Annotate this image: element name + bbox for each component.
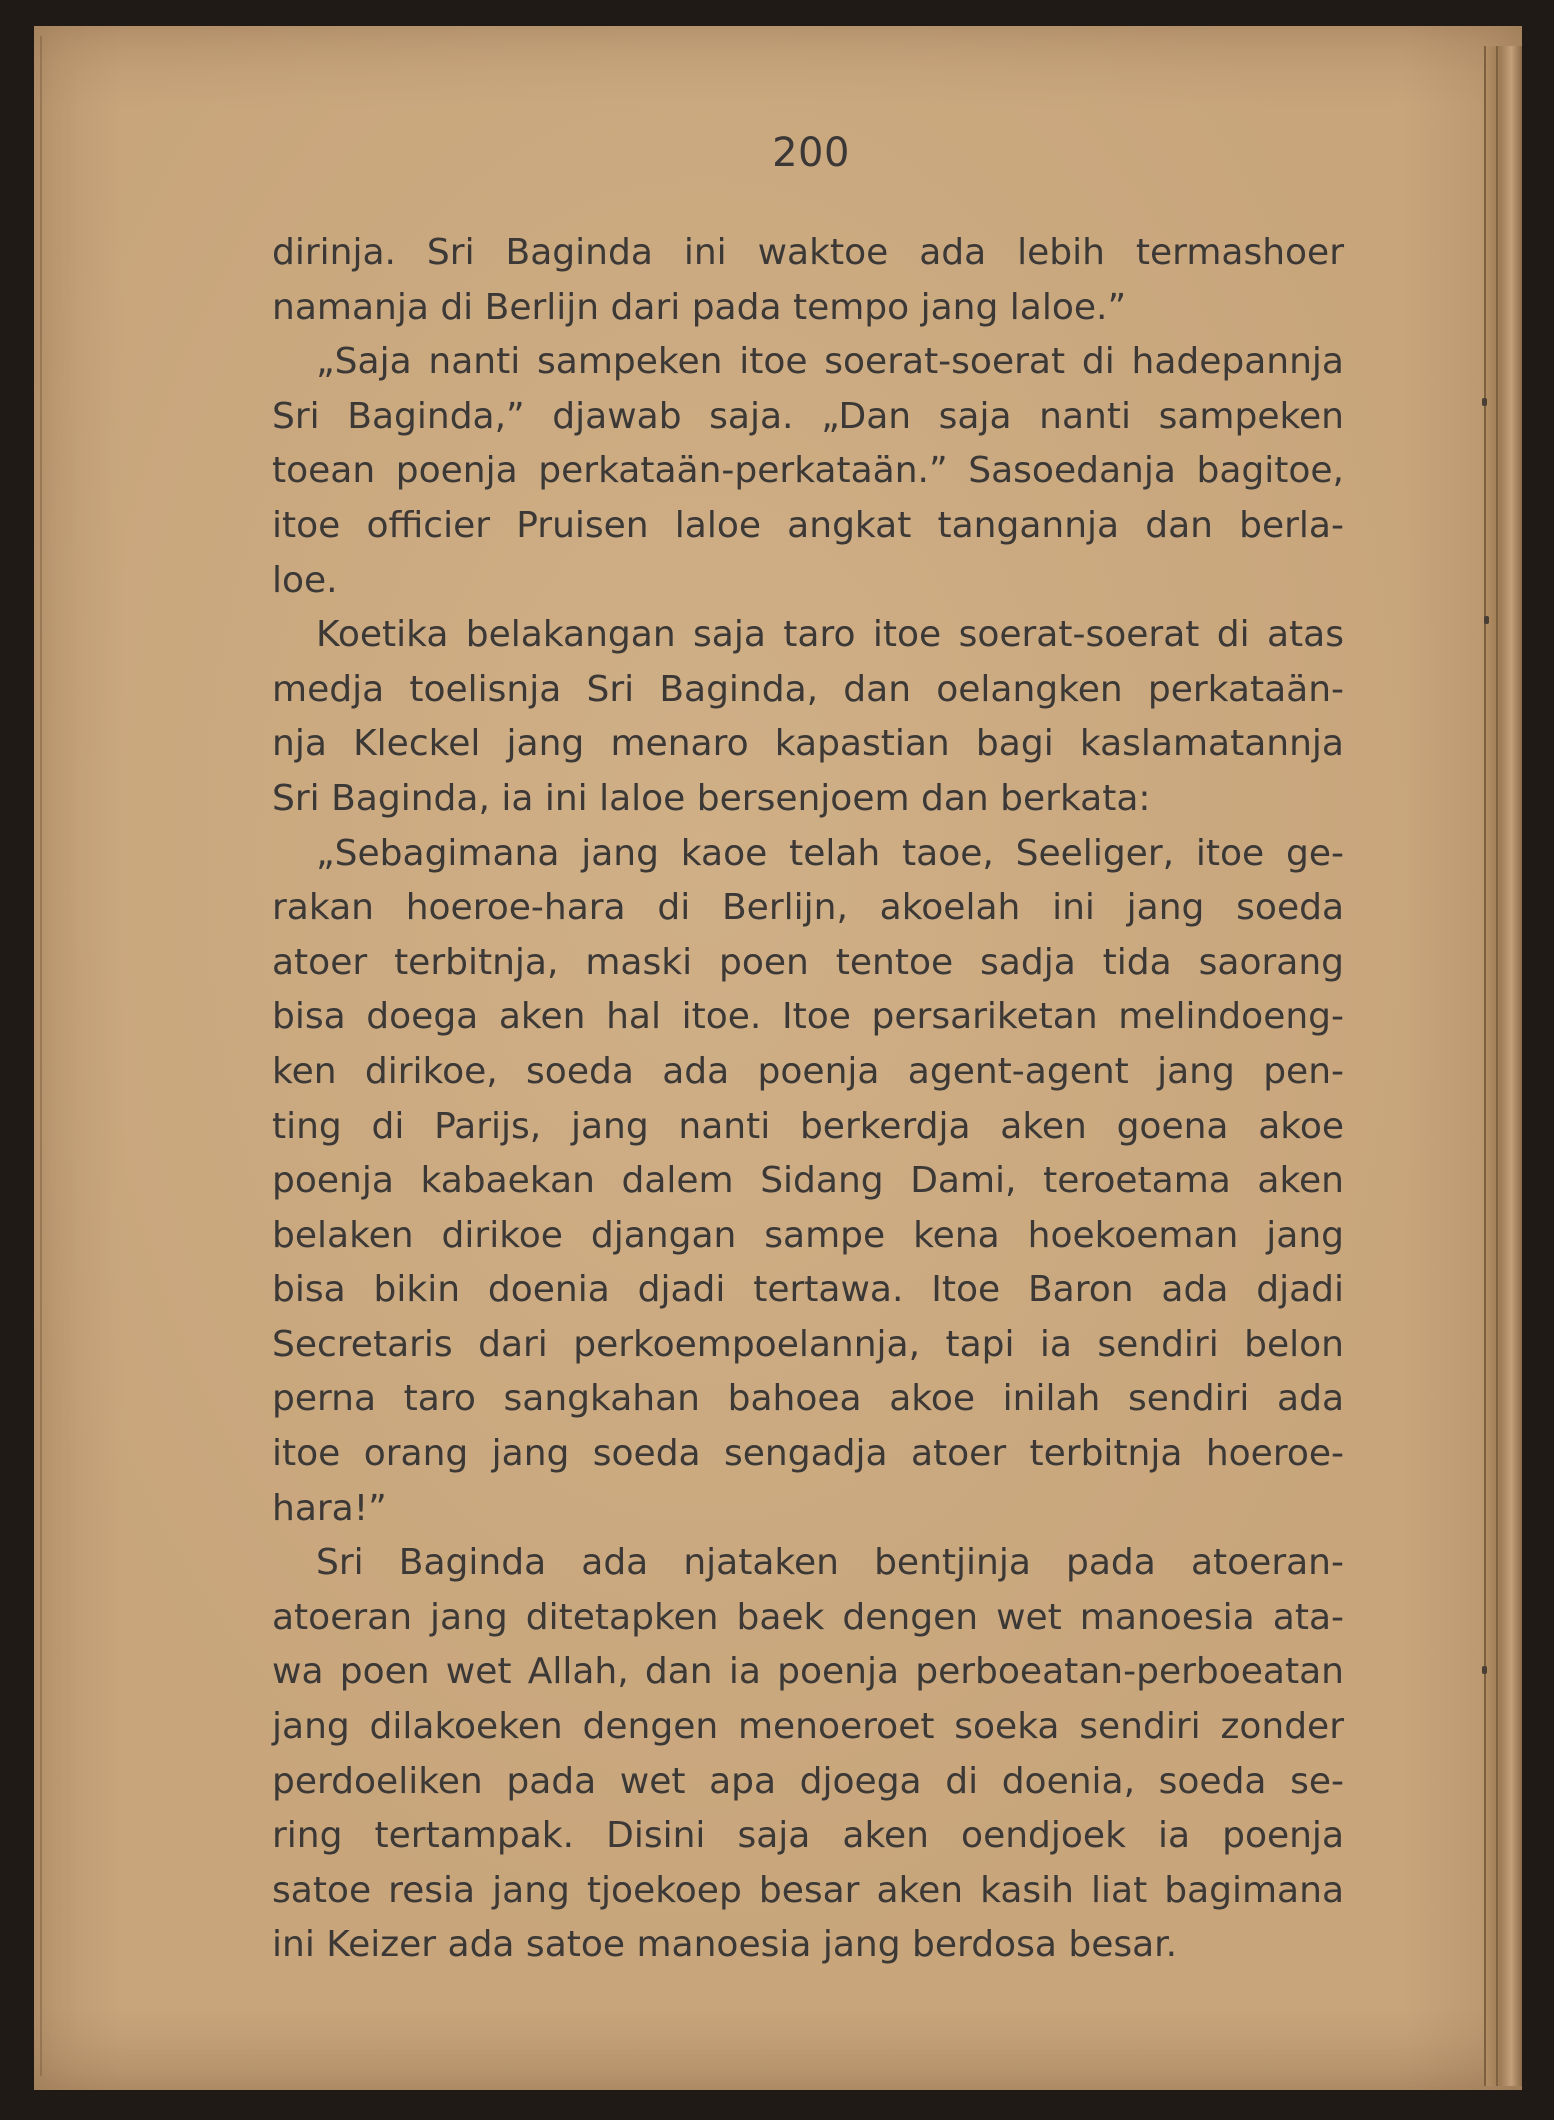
text-line: atoeran jang ditetapken baek dengen wet manoesia ata-	[272, 1596, 1344, 1638]
text-line: dirinja. Sri Baginda ini waktoe ada lebih termashoer	[272, 232, 1344, 273]
text-line: itoe officier Pruisen laloe angkat tangannja dan berla-	[272, 504, 1344, 546]
text-line: medja toelisnja Sri Baginda, dan oelangken perkataän-	[272, 668, 1344, 710]
text-line: perdoeliken pada wet apa djoega di doenia, soeda se-	[272, 1760, 1344, 1802]
body-text	[272, 226, 1344, 1973]
text-line: Sri Baginda,” djawab saja. „Dan saja nanti sampeken	[272, 395, 1344, 437]
text-line: ini Keizer ada satoe manoesia jang berdosa besar.	[272, 1924, 1178, 1966]
text-line: hara!”	[272, 1487, 387, 1529]
text-line: toean poenja perkataän-perkataän.” Sasoedanja bagitoe,	[272, 450, 1344, 492]
page-right-edge	[1484, 46, 1522, 2086]
text-line: loe.	[272, 559, 338, 601]
text-line: ring tertampak. Disini saja aken oendjoek ia poenja	[272, 1815, 1344, 1857]
text-line: itoe orang jang soeda sengadja atoer terbitnja hoeroe-	[272, 1433, 1344, 1475]
text-line: rakan hoeroe-hara di Berlijn, akoelah ini jang soeda	[272, 887, 1344, 929]
speck-mark	[1484, 616, 1489, 624]
text-line: ken dirikoe, soeda ada poenja agent-agent jang pen-	[272, 1050, 1344, 1092]
text-line: bisa bikin doenia djadi tertawa. Itoe Baron ada djadi	[272, 1269, 1344, 1311]
text-line: Sri Baginda ada njataken bentjinja pada atoeran-	[316, 1542, 1344, 1584]
text-line: atoer terbitnja, maski poen tentoe sadja tida saorang	[272, 941, 1344, 983]
page-left-rule	[40, 36, 42, 2076]
text-line: Koetika belakangan saja taro itoe soerat-soerat di atas	[316, 614, 1344, 656]
text-line: wa poen wet Allah, dan ia poenja perboeatan-perboeatan	[272, 1651, 1344, 1693]
text-line: jang dilakoeken dengen menoeroet soeka sendiri zonder	[272, 1706, 1344, 1748]
text-line: poenja kabaekan dalem Sidang Dami, teroetama aken	[272, 1160, 1344, 1202]
text-line: namanja di Berlijn dari pada tempo jang laloe.”	[272, 286, 1127, 328]
text-line: Secretaris dari perkoempoelannja, tapi ia sendiri belon	[272, 1323, 1344, 1365]
speck-mark	[1482, 398, 1487, 406]
text-line: bisa doega aken hal itoe. Itoe persariketan melindoeng-	[272, 996, 1344, 1038]
page-number: 200	[772, 130, 850, 176]
text-line: „Sebagimana jang kaoe telah taoe, Seeliger, itoe ge-	[316, 832, 1344, 874]
text-line: perna taro sangkahan bahoea akoe inilah sendiri ada	[272, 1378, 1344, 1420]
text-line: nja Kleckel jang menaro kapastian bagi kaslamatannja	[272, 723, 1344, 765]
text-line: satoe resia jang tjoekoep besar aken kasih liat bagimana	[272, 1869, 1344, 1911]
text-line: Sri Baginda, ia ini laloe bersenjoem dan berkata:	[272, 777, 1151, 819]
text-line: „Saja nanti sampeken itoe soerat-soerat di hadepannja	[316, 341, 1344, 383]
speck-mark	[1482, 1666, 1487, 1674]
text-line: belaken dirikoe djangan sampe kena hoekoeman jang	[272, 1214, 1344, 1256]
text-line: ting di Parijs, jang nanti berkerdja aken goena akoe	[272, 1105, 1344, 1147]
